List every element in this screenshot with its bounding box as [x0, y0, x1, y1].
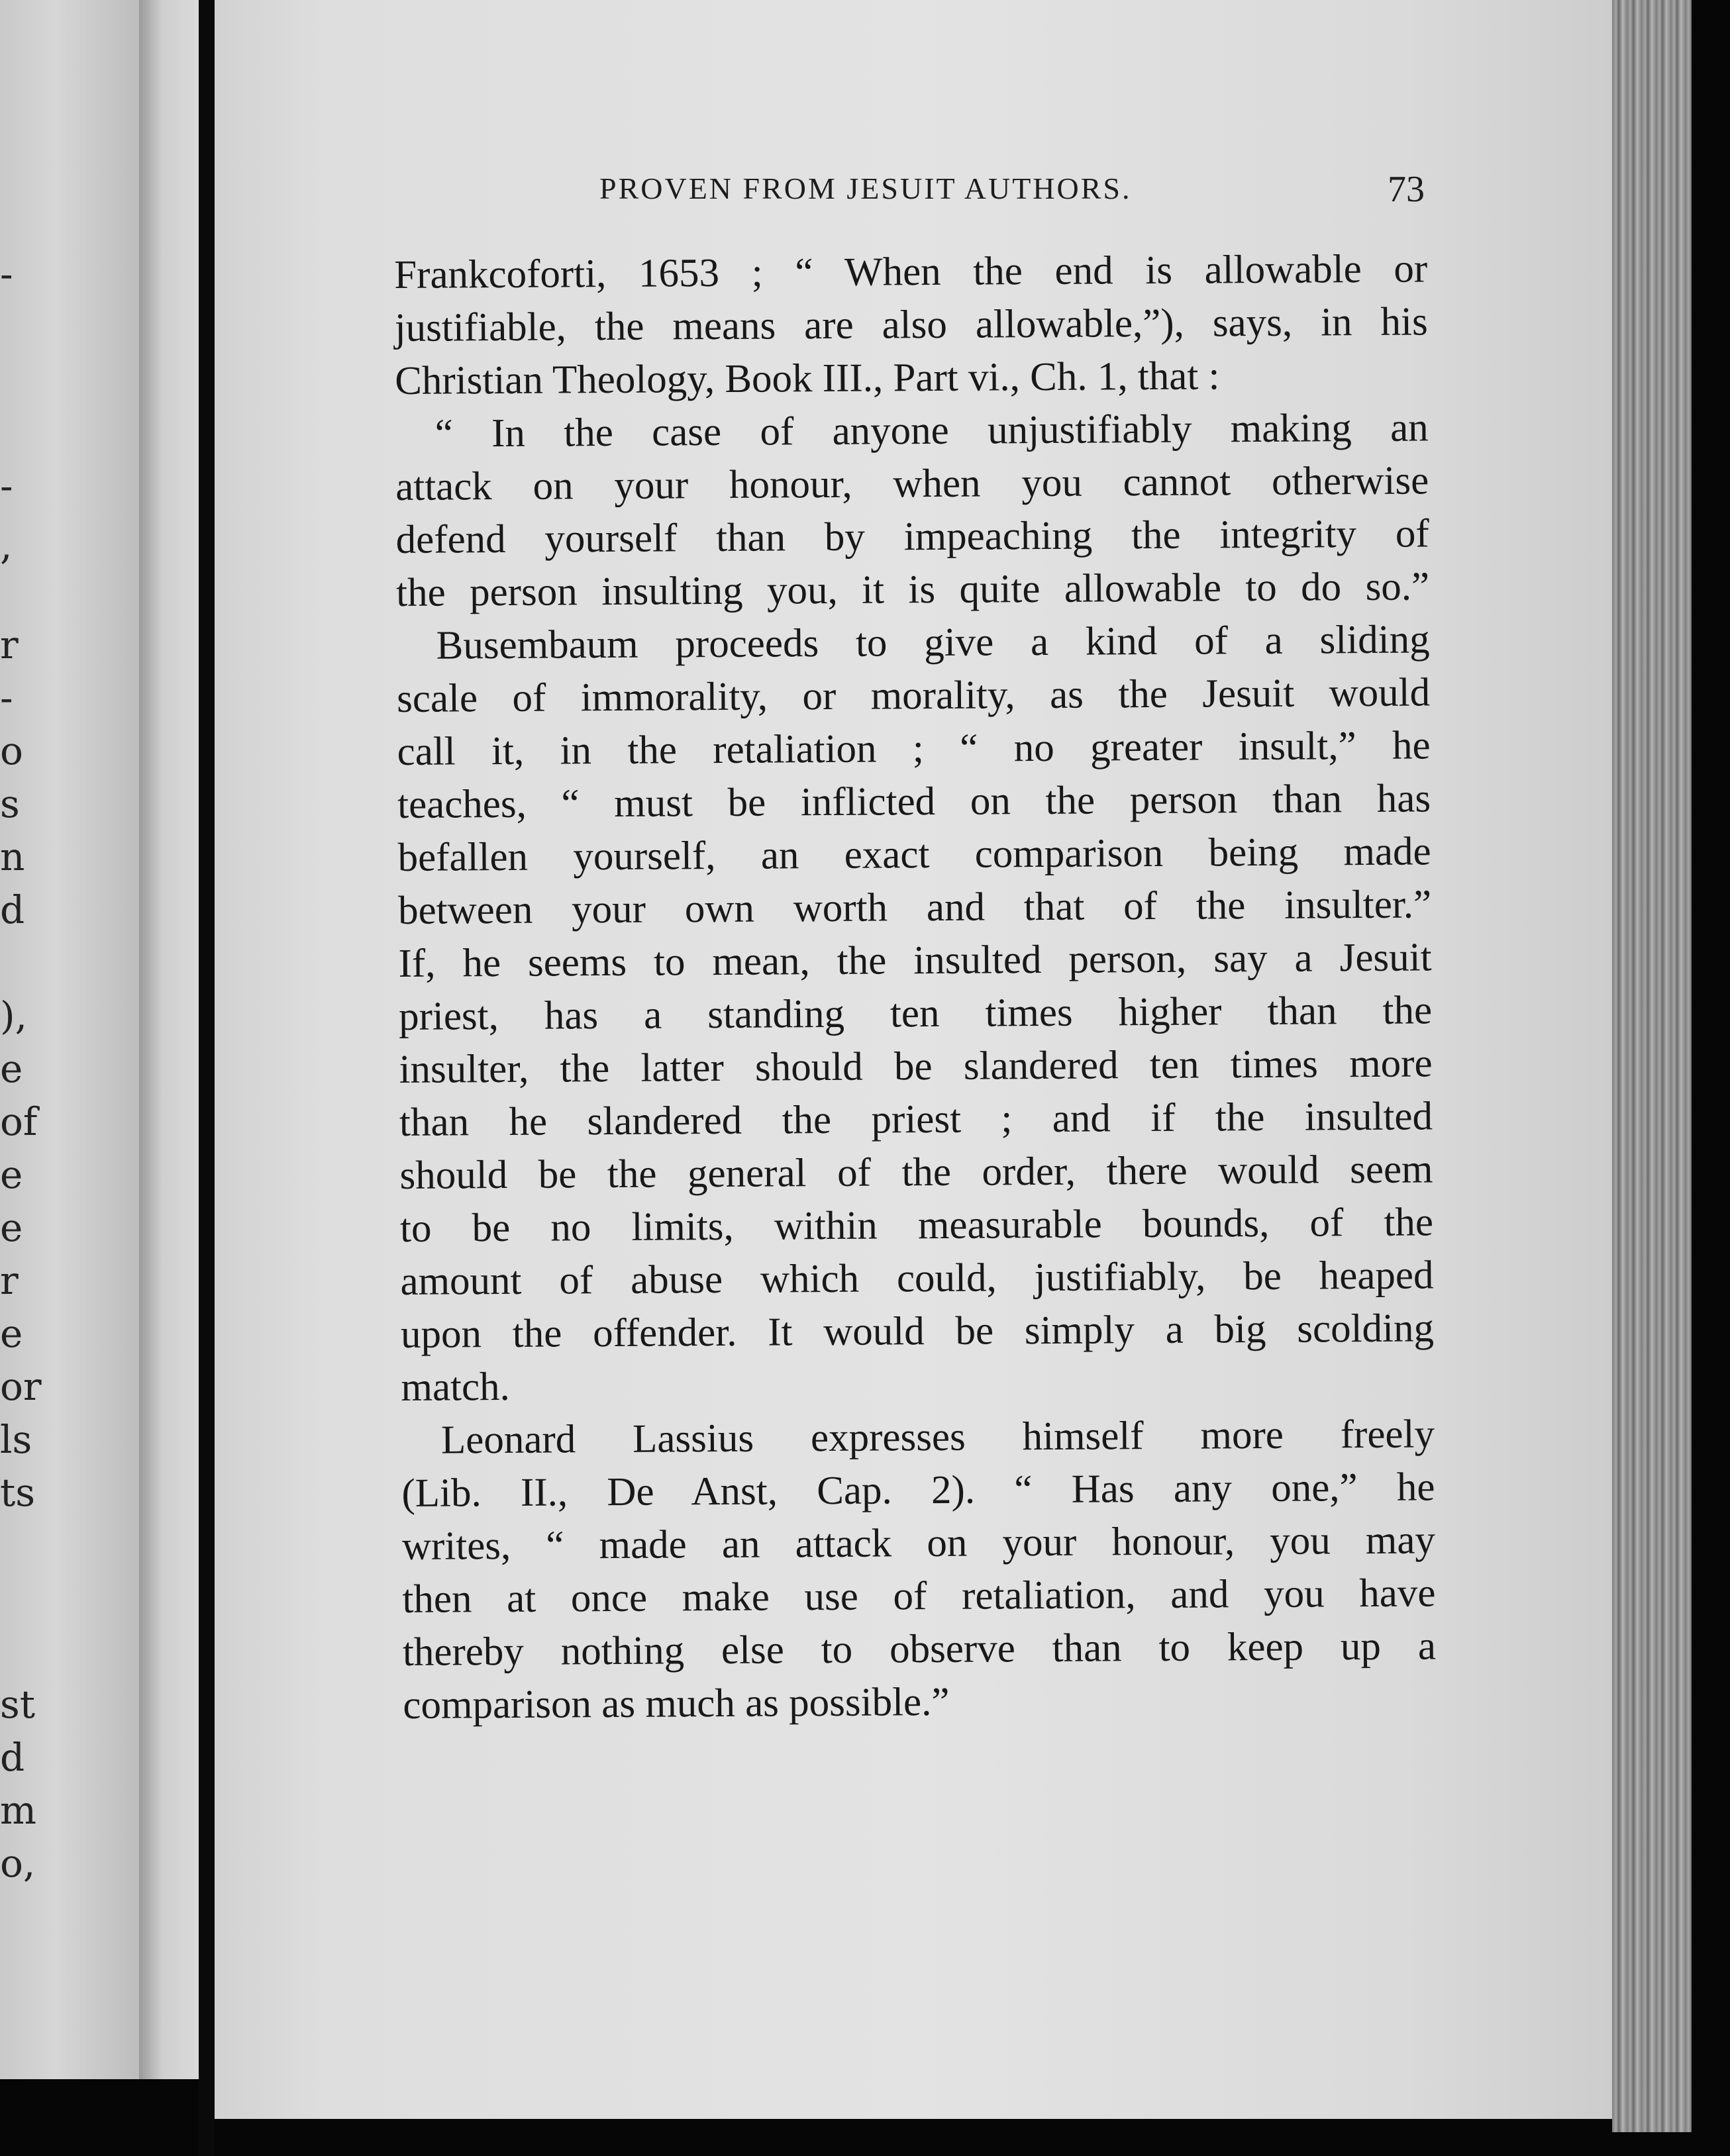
text-line: defend yourself than by impeaching the integrity of [395, 511, 1429, 562]
text-line: priest, has a standing ten times higher than the [398, 988, 1433, 1039]
margin-fragment: ls [0, 1417, 32, 1462]
text-line: Leonard Lassius expresses himself more freely [440, 1412, 1435, 1463]
running-head: PROVEN FROM JESUIT AUTHORS. [599, 172, 1132, 205]
paragraph [396, 613, 1434, 1414]
margin-fragment: r [0, 622, 19, 667]
text-line: “ In the case of anyone unjustifiably making an [434, 405, 1429, 456]
text-line: writes, “ made an attack on your honour, you may [401, 1518, 1436, 1569]
text-line: then at once make use of retaliation, and you have [402, 1571, 1436, 1622]
text-line: amount of abuse which could, justifiably, be heaped [400, 1253, 1434, 1304]
text-line: to be no limits, within measurable bounds, of the [399, 1200, 1434, 1251]
body-text [394, 242, 1437, 1732]
text-line: Busembaum proceeds to give a kind of a sliding [436, 617, 1430, 668]
text-line: scale of immorality, or morality, as the Jesuit would [396, 670, 1431, 721]
text-line: Frankcoforti, 1653 ; “ When the end is allowable or [394, 246, 1428, 297]
margin-fragment: e [0, 1205, 23, 1250]
text-line: between your own worth and that of the insulter.” [397, 882, 1432, 933]
margin-fragment: d [0, 887, 25, 932]
text-line: should be the general of the order, there would seem [399, 1147, 1433, 1198]
text-line: thereby nothing else to observe than to keep up a [402, 1624, 1437, 1675]
margin-fragment: e [0, 1311, 23, 1356]
text-line: insulter, the latter should be slandered ten times more [399, 1041, 1433, 1092]
text-line: attack on your honour, when you cannot otherwise [395, 458, 1429, 509]
margin-fragment: st [0, 1682, 36, 1727]
text-line: than he slandered the priest ; and if the insulted [399, 1094, 1433, 1145]
page-number: 73 [1388, 169, 1425, 210]
paragraph [394, 242, 1428, 408]
margin-fragment: ts [0, 1470, 36, 1515]
margin-fragment: e [0, 1152, 23, 1197]
margin-fragment: s [0, 781, 20, 826]
book-spine [199, 0, 215, 2156]
margin-fragment: ), [0, 993, 28, 1038]
text-line: Christian Theology, Book III., Part vi., Ch. 1, that : [395, 354, 1220, 403]
text-line: the person insulting you, it is quite allowable to do so.” [395, 564, 1430, 615]
previous-page-gutter [139, 0, 205, 2079]
text-line: call it, in the retaliation ; “ no greater insult,” he [397, 723, 1431, 774]
margin-fragment: o [0, 728, 23, 773]
margin-fragment: m [0, 1788, 36, 1833]
text-line: befallen yourself, an exact comparison being made [397, 829, 1431, 880]
margin-fragment: of [0, 1099, 38, 1144]
text-line: If, he seems to mean, the insulted person, say a Jesuit [398, 935, 1432, 986]
margin-fragment: r [0, 1258, 19, 1303]
margin-fragment: - [0, 675, 13, 720]
margin-fragment: n [0, 834, 25, 879]
page-edges [1612, 0, 1692, 2132]
margin-fragment: e [0, 1046, 23, 1091]
text-line: match. [401, 1364, 511, 1410]
margin-fragment: , [0, 523, 13, 568]
margin-fragment: or [0, 1364, 42, 1409]
margin-fragment: - [0, 252, 13, 297]
text-line: upon the offender. It would be simply a big scolding [400, 1306, 1435, 1357]
text-line: comparison as much as possible.” [403, 1679, 950, 1728]
margin-fragment: d [0, 1735, 25, 1780]
paragraph [395, 401, 1429, 620]
text-line: teaches, “ must be inflicted on the person than has [397, 776, 1431, 827]
margin-fragment: - [0, 464, 13, 509]
margin-fragment: o, [0, 1841, 36, 1886]
paragraph [401, 1408, 1437, 1732]
text-line: justifiable, the means are also allowable,”), says, in his [394, 299, 1428, 350]
previous-page-text-fragments [0, 0, 42, 2053]
text-line: (Lib. II., De Anst, Cap. 2). “ Has any one,” he [401, 1465, 1435, 1516]
